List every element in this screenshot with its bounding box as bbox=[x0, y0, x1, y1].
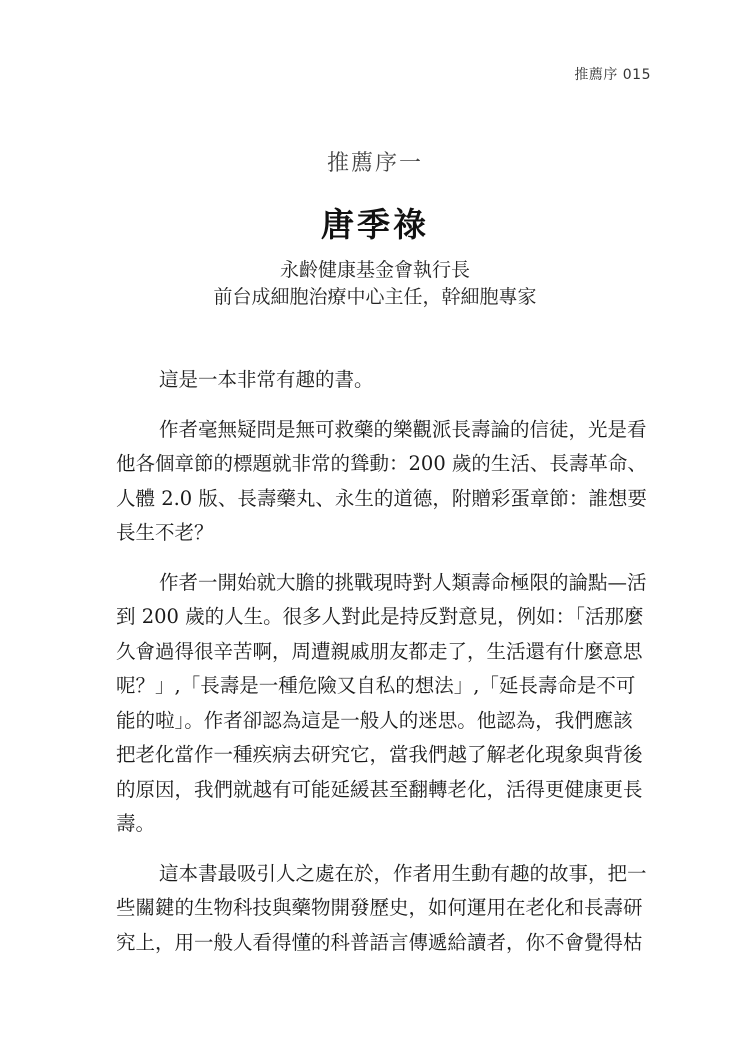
text-line: 究上，用一般人看得懂的科普語言傳遞給讀者，你不會覺得枯 bbox=[116, 930, 643, 954]
author-title-2: 前台成細胞治療中心主任，幹細胞專家 bbox=[213, 286, 537, 308]
text-line: 呢？」,「長壽是一種危險又自私的想法」,「延長壽命是不可 bbox=[116, 674, 636, 697]
text-line: 壽。 bbox=[116, 812, 156, 835]
text-line: 人體 2.0 版、長壽藥丸、永生的道德，附贈彩蛋章節：誰想要 bbox=[116, 486, 647, 510]
text-line: 作者一開始就大膽的挑戰現時對人類壽命極限的論點—活 bbox=[159, 570, 647, 594]
text-line: 把老化當作一種疾病去研究它，當我們越了解老化現象與背後 bbox=[116, 743, 643, 766]
text-line: 這本書最吸引人之處在於，作者用生動有趣的故事，把一 bbox=[159, 861, 647, 885]
text-line: 作者毫無疑問是無可救藥的樂觀派長壽論的信徒，光是看 bbox=[159, 417, 647, 441]
text-line: 這是一本非常有趣的書。 bbox=[159, 368, 374, 391]
text-line: 長生不老？ bbox=[116, 521, 214, 544]
paragraph-3 bbox=[116, 566, 646, 842]
text-line: 久會過得很辛苦啊，周遭親戚朋友都走了，生活還有什麼意思 bbox=[116, 639, 643, 663]
body-text bbox=[116, 363, 646, 975]
paragraph-2 bbox=[116, 413, 646, 551]
running-head: 推薦序 015 bbox=[574, 67, 651, 83]
paragraph-4 bbox=[116, 857, 646, 961]
author-title-1: 永齡健康基金會執行長 bbox=[279, 259, 470, 281]
text-line: 到 200 歲的人生。很多人對此是持反對意見，例如：「活那麼 bbox=[116, 605, 644, 628]
text-line: 能的啦」。作者卻認為這是一般人的迷思。他認為，我們應該 bbox=[116, 708, 633, 732]
section-label: 推薦序一 bbox=[326, 151, 423, 176]
author-name: 唐季祿 bbox=[321, 205, 429, 244]
text-line: 他各個章節的標題就非常的聳動：200 歲的生活、長壽革命、 bbox=[116, 452, 647, 475]
text-line: 的原因，我們就越有可能延緩甚至翻轉老化，活得更健康更長 bbox=[116, 777, 643, 801]
text-line: 些關鍵的生物科技與藥物開發歷史，如何運用在老化和長壽研 bbox=[116, 896, 643, 919]
paragraph-1 bbox=[116, 363, 646, 398]
